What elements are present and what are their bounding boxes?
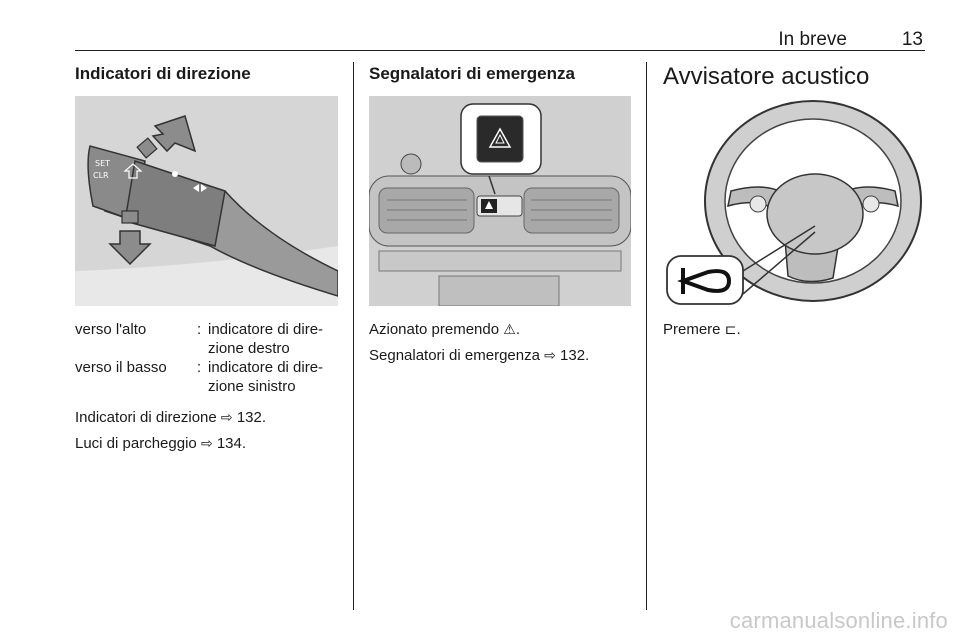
reference-parking-lights[interactable]: Luci di parcheggio ⇨ 134. bbox=[75, 435, 247, 452]
column-divider-2 bbox=[646, 62, 647, 610]
steering-wheel-illustration bbox=[663, 96, 926, 306]
reference-turn-signals[interactable]: Indicatori di direzione ⇨ 132. bbox=[75, 409, 267, 426]
horn-heading: Avvisatore acustico bbox=[663, 63, 870, 90]
definition-term: verso il basso bbox=[75, 359, 167, 376]
definition-colon: : bbox=[197, 321, 202, 338]
definition-desc: indicatore di dire-zione destro bbox=[208, 321, 324, 357]
lever-set-label: SET bbox=[95, 159, 111, 168]
definition-term: verso l'alto bbox=[75, 321, 147, 338]
reference-arrow-icon: ⇨ bbox=[544, 347, 556, 363]
horn-instruction-text: Premere ⊏. bbox=[663, 321, 741, 338]
horn-icon: ⊏ bbox=[724, 321, 737, 337]
turn-signal-lever-illustration bbox=[75, 96, 338, 306]
column-turn-signals bbox=[75, 62, 338, 460]
hazard-warning-icon: ⚠ bbox=[503, 321, 516, 337]
definition-colon: : bbox=[197, 359, 202, 376]
section-title: In breve bbox=[778, 29, 847, 50]
column-hazard-lights bbox=[369, 62, 631, 372]
direction-definitions bbox=[75, 320, 338, 396]
hazard-lights-heading: Segnalatori di emergenza bbox=[369, 64, 575, 83]
column-divider-1 bbox=[353, 62, 354, 610]
definition-desc: indicatore di dire-zione sinistro bbox=[208, 359, 324, 395]
reference-hazard-lights[interactable]: Segnalatori di emergenza ⇨ 132. bbox=[369, 347, 590, 364]
watermark: carmanualsonline.info bbox=[729, 608, 948, 633]
page-number: 13 bbox=[901, 29, 923, 50]
hazard-activation-text: Azionato premendo ⚠. bbox=[369, 321, 520, 338]
column-horn bbox=[663, 62, 926, 346]
reference-arrow-icon: ⇨ bbox=[220, 409, 233, 425]
definition-row-down bbox=[75, 358, 338, 396]
hazard-switch-illustration bbox=[369, 96, 631, 306]
turn-signals-heading: Indicatori di direzione bbox=[75, 64, 251, 83]
page-header bbox=[75, 28, 925, 51]
reference-arrow-icon: ⇨ bbox=[200, 435, 213, 451]
lever-clr-label: CLR bbox=[93, 171, 109, 180]
definition-row-up bbox=[75, 320, 338, 358]
